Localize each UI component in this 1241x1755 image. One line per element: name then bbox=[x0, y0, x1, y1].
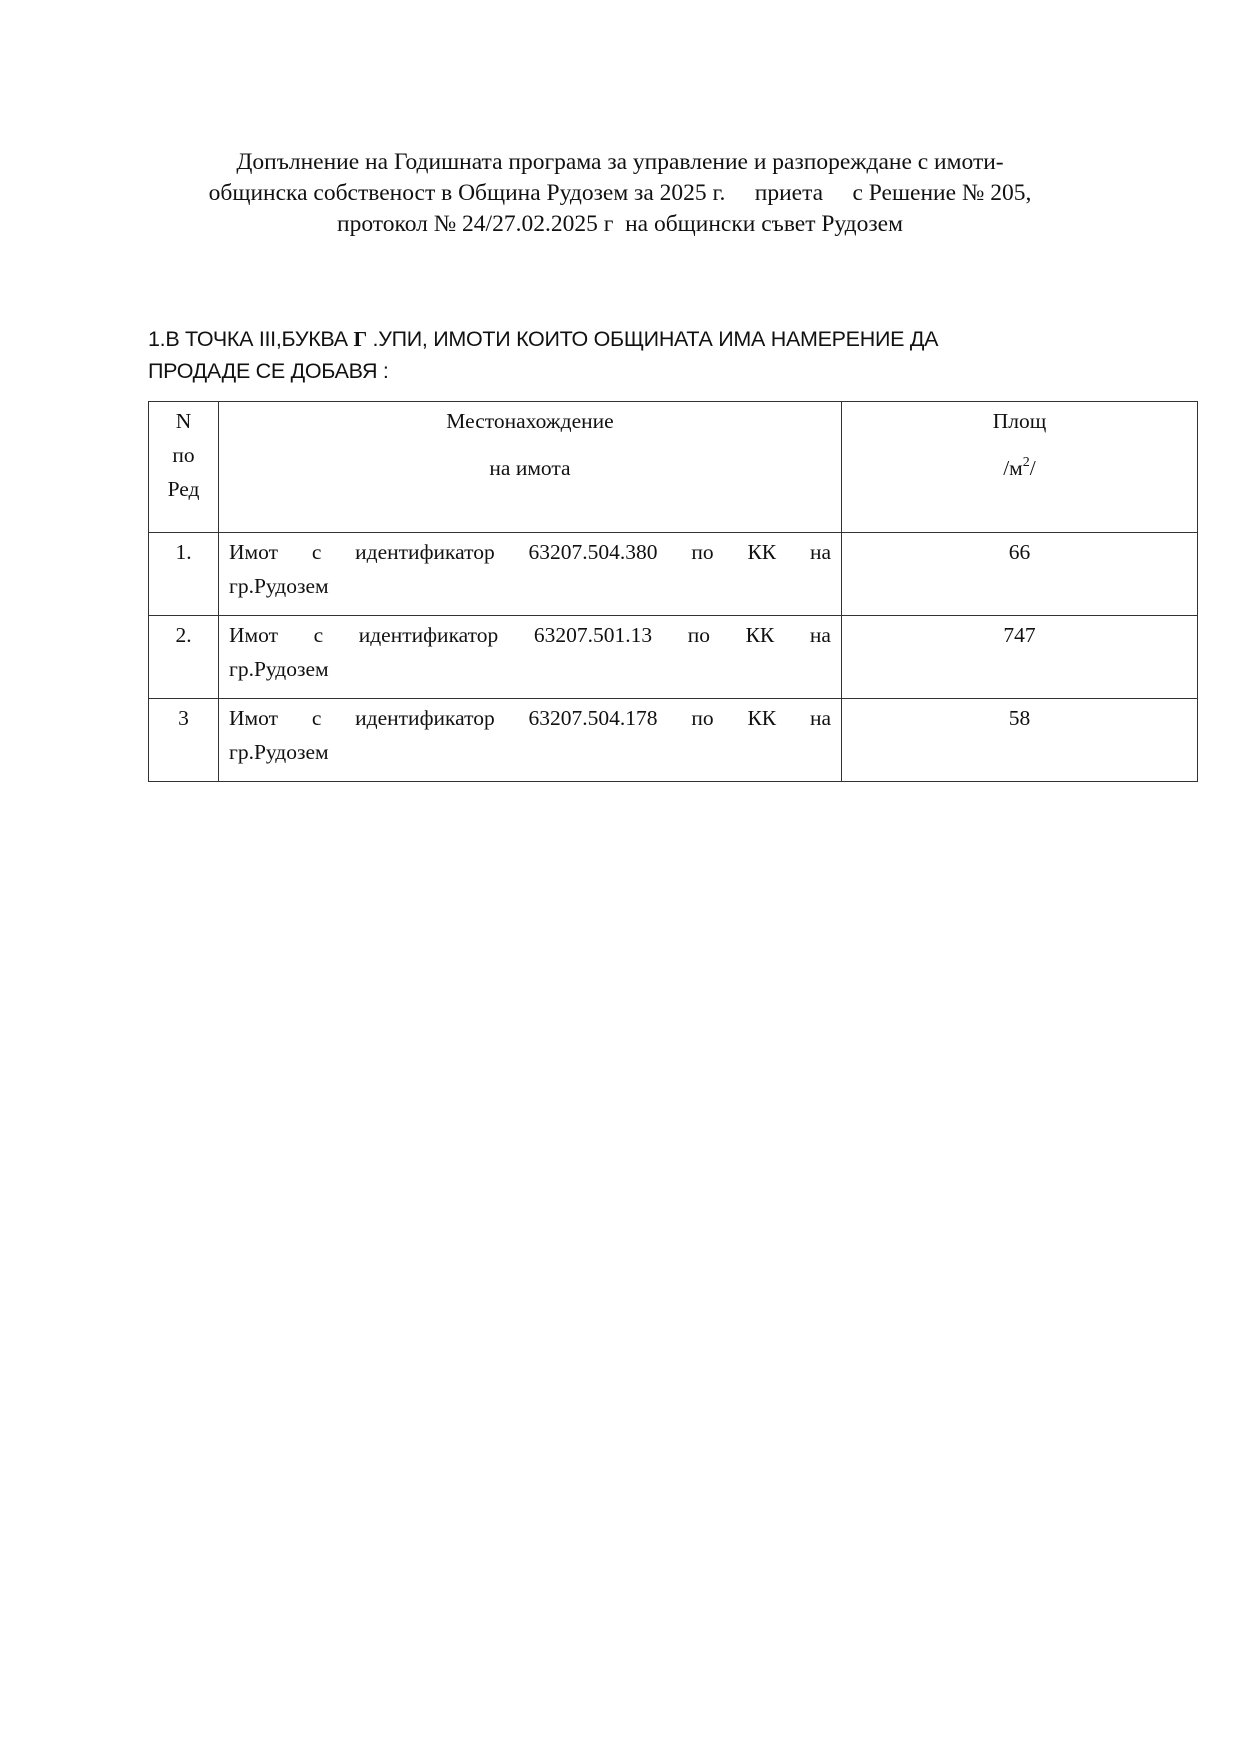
word: идентификатор bbox=[355, 540, 495, 564]
row-location-line-2: гр.Рудозем bbox=[229, 657, 329, 681]
header-area bbox=[842, 402, 1198, 533]
word: идентификатор bbox=[358, 623, 499, 647]
section-heading-line-2: ПРОДАДЕ СЕ ДОБАВЯ : bbox=[148, 359, 389, 383]
row-number: 3 bbox=[149, 699, 219, 782]
table-row bbox=[149, 699, 1198, 782]
row-area: 66 bbox=[842, 533, 1198, 616]
table-header-row bbox=[149, 402, 1198, 533]
header-number-line-3: Ред bbox=[167, 477, 200, 501]
heading-letter: Г bbox=[353, 327, 367, 351]
word: по bbox=[687, 623, 710, 647]
properties-table bbox=[148, 401, 1198, 782]
section-heading-line-1 bbox=[148, 323, 1108, 355]
word: на bbox=[809, 540, 831, 564]
header-number bbox=[149, 402, 219, 533]
heading-part-1: 1.В ТОЧКА III,БУКВА bbox=[148, 327, 354, 351]
word: 63207.504.380 bbox=[528, 540, 658, 564]
area-unit-suffix: / bbox=[1029, 456, 1036, 480]
word: Имот bbox=[229, 540, 278, 564]
row-location bbox=[219, 699, 842, 782]
word: с bbox=[313, 623, 324, 647]
word: по bbox=[691, 706, 714, 730]
document-title bbox=[120, 147, 1120, 240]
word: идентификатор bbox=[355, 706, 495, 730]
section-heading bbox=[148, 323, 1108, 387]
word: КК bbox=[747, 706, 777, 730]
header-area-unit bbox=[842, 451, 1197, 485]
row-location bbox=[219, 533, 842, 616]
header-location bbox=[219, 402, 842, 533]
row-location-line-2: гр.Рудозем bbox=[229, 574, 329, 598]
title-line-1: Допълнение на Годишната програма за управление и разпореждане с имоти- bbox=[236, 149, 1004, 175]
word: 63207.504.178 bbox=[528, 706, 658, 730]
word: Имот bbox=[229, 706, 278, 730]
row-location-line-1 bbox=[229, 535, 831, 569]
title-line-3: протокол № 24/27.02.2025 г на общински съвет Рудозем bbox=[337, 211, 903, 237]
heading-part-2: .УПИ, ИМОТИ КОИТО ОБЩИНАТА ИМА НАМЕРЕНИЕ ДА bbox=[366, 327, 939, 351]
word: с bbox=[311, 706, 322, 730]
word: 63207.501.13 bbox=[533, 623, 653, 647]
title-line-2: общинска собственост в Община Рудозем за 2025 г. приета с Решение № 205, bbox=[208, 180, 1032, 206]
table-row bbox=[149, 616, 1198, 699]
word: КК bbox=[745, 623, 775, 647]
header-area-line-1: Площ bbox=[992, 409, 1047, 433]
word: Имот bbox=[229, 623, 278, 647]
row-location-line-1 bbox=[229, 618, 831, 652]
header-location-line-1: Местонахождение bbox=[446, 409, 614, 433]
word: с bbox=[311, 540, 322, 564]
row-location-line-2: гр.Рудозем bbox=[229, 740, 329, 764]
row-location bbox=[219, 616, 842, 699]
row-area: 747 bbox=[842, 616, 1198, 699]
word: на bbox=[809, 706, 831, 730]
header-location-line-2: на имота bbox=[489, 456, 571, 480]
word: КК bbox=[747, 540, 777, 564]
word: на bbox=[809, 623, 831, 647]
table-row bbox=[149, 533, 1198, 616]
area-unit-superscript: 2 bbox=[1022, 455, 1030, 470]
word: по bbox=[691, 540, 714, 564]
row-number: 1. bbox=[149, 533, 219, 616]
header-number-line-1: N bbox=[175, 409, 192, 433]
header-number-line-2: по bbox=[172, 443, 195, 467]
row-location-line-1 bbox=[229, 701, 831, 735]
row-number: 2. bbox=[149, 616, 219, 699]
row-area: 58 bbox=[842, 699, 1198, 782]
area-unit-prefix: /м bbox=[1003, 456, 1023, 480]
